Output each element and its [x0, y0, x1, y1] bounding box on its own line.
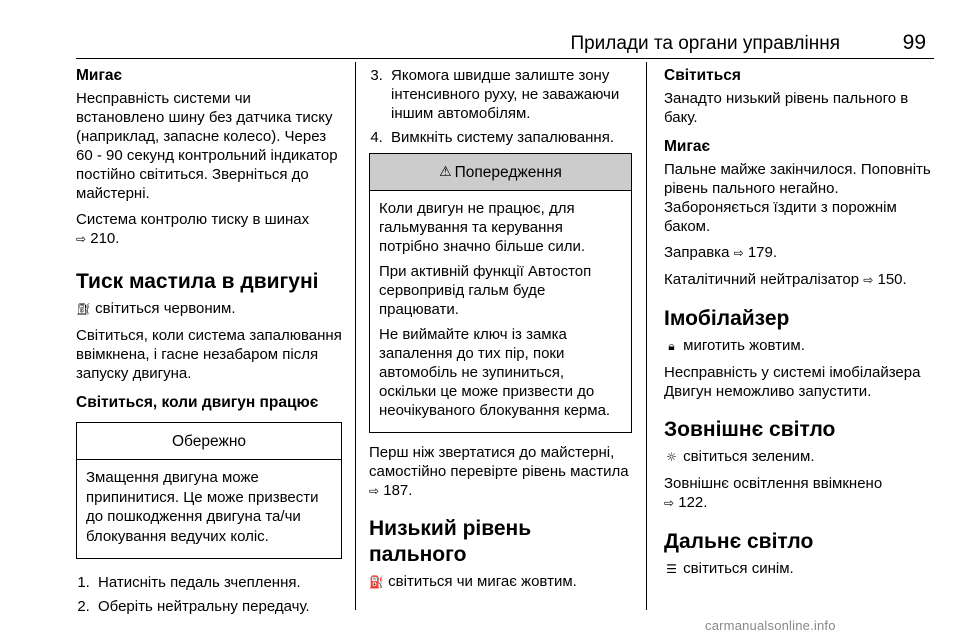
warning-p3: Не виймайте ключ із замка запалення до тих пір, поки автомобіль не зупиниться, оскільки це може призвести до неочікуваного блокування керма.	[379, 326, 611, 419]
header-title: Прилади та органи управління	[570, 33, 840, 54]
high-status: світиться синім.	[683, 560, 794, 577]
paragraph-ext	[664, 474, 934, 513]
fuel-pump-icon: ⛽	[369, 575, 384, 589]
column-2	[369, 66, 632, 599]
warning-box	[369, 153, 632, 433]
heading-exterior-light: Зовнішнє світло	[664, 418, 836, 441]
check-oil-ref[interactable]: 187.	[383, 482, 413, 499]
caution-box	[76, 422, 342, 559]
paragraph-immo: Несправність у системі імобілайзера Двигун неможливо запустити.	[664, 364, 921, 400]
immobilizer-icon: 🔒︎	[668, 339, 675, 353]
refuel-text: Заправка	[664, 244, 730, 261]
tpms-ref-page[interactable]: 210.	[90, 230, 120, 247]
fuel-status: світиться чи мигає жовтим.	[388, 573, 577, 590]
immo-status-line	[664, 336, 934, 356]
catalyst-text: Каталітичний нейтралізатор	[664, 271, 860, 288]
step-1: 1. Натисніть педаль зчеплення.	[94, 573, 342, 592]
fuel-status-line	[369, 572, 632, 592]
heading-high-beam: Дальнє світло	[664, 530, 814, 553]
paragraph-fuel-low: Занадто низький рівень пального в баку.	[664, 90, 909, 126]
label-blink-fuel: Мигає	[664, 138, 711, 155]
arrow-ref-icon: ⇨	[863, 273, 874, 287]
high-beam-icon: ☰	[666, 562, 677, 576]
oil-can-icon: ⛽︎	[76, 302, 92, 316]
label-on: Світиться	[664, 67, 741, 84]
warning-header	[370, 154, 631, 191]
heading-oil-pressure: Тиск мастила в двигуні	[76, 270, 319, 293]
refuel-ref[interactable]: 179.	[747, 244, 778, 261]
check-oil-text: Перш ніж звертатися до майстерні, самостійно перевірте рівень мастила	[369, 444, 629, 480]
ext-status-line	[664, 447, 934, 467]
step-4: 4. Вимкніть систему запалювання.	[387, 128, 632, 147]
arrow-ref-icon: ⇨	[733, 246, 744, 260]
label-blink: Мигає	[76, 67, 123, 84]
warning-p2: При активній функції Автостоп сервопривід гальм буде працювати.	[379, 263, 592, 318]
catalyst-ref-line	[664, 270, 934, 290]
steps-list-1	[76, 573, 342, 616]
watermark: carmanualsonline.info	[705, 618, 836, 633]
ext-ref[interactable]: 122.	[678, 494, 708, 511]
ext-text: Зовнішнє освітлення ввімкнено	[664, 475, 883, 492]
column-divider-1	[355, 62, 356, 610]
catalyst-ref[interactable]: 150.	[877, 271, 907, 288]
warning-triangle-icon: ⚠	[439, 163, 452, 180]
arrow-ref-icon: ⇨	[369, 484, 380, 498]
column-1	[76, 66, 342, 622]
column-divider-2	[646, 62, 647, 610]
arrow-ref-icon: ⇨	[664, 496, 675, 510]
steps-list-2	[369, 66, 632, 147]
paragraph-tpms-fault: Несправність системи чи встановлено шину без датчика тиску (наприклад, запасне колесо). Через 60 - 90 секунд контрольний індикатор постійно світиться. Зверніться до майстерні.	[76, 90, 338, 202]
caution-text: Змащення двигуна може припинитися. Це може призвести до пошкодження двигуна та/чи блокування ведучих коліс.	[86, 469, 319, 545]
paragraph-oil-on: Світиться, коли система запалювання ввімкнена, і гасне незабаром після запуску двигуна.	[76, 327, 342, 382]
ext-status: світиться зеленим.	[683, 448, 815, 465]
oil-status-line	[76, 299, 342, 319]
heading-low-fuel: Низький рівень пального	[369, 517, 532, 566]
immo-status: миготить жовтим.	[683, 337, 805, 354]
step-3: 3. Якомога швидше залиште зону інтенсивного руху, не заважаючи іншим автомобілям.	[387, 66, 632, 123]
page-number: 99	[902, 31, 926, 54]
paragraph-tpms-ref	[76, 210, 342, 249]
paragraph-fuel-empty: Пальне майже закінчилося. Поповніть рівень пального негайно. Забороняється їздити з порожнім баком.	[664, 161, 931, 235]
refuel-ref-line	[664, 243, 934, 263]
warning-title: Попередження	[454, 163, 562, 181]
oil-status: світиться червоним.	[95, 300, 236, 317]
warning-p1: Коли двигун не працює, для гальмування та керування потрібно значно більше сили.	[379, 200, 586, 255]
caution-title: Обережно	[77, 423, 341, 460]
high-status-line	[664, 559, 934, 579]
paragraph-check-oil	[369, 443, 632, 501]
heading-immobilizer: Імобілайзер	[664, 307, 790, 330]
tpms-ref-text: Система контролю тиску в шинах	[76, 211, 310, 228]
step-2: 2. Оберіть нейтральну передачу.	[94, 597, 342, 616]
arrow-ref-icon: ⇨	[76, 232, 87, 246]
header-rule	[76, 58, 934, 59]
label-engine-on: Світиться, коли двигун працює	[76, 394, 319, 411]
exterior-light-icon: ☼	[666, 450, 677, 464]
column-3	[664, 66, 934, 586]
